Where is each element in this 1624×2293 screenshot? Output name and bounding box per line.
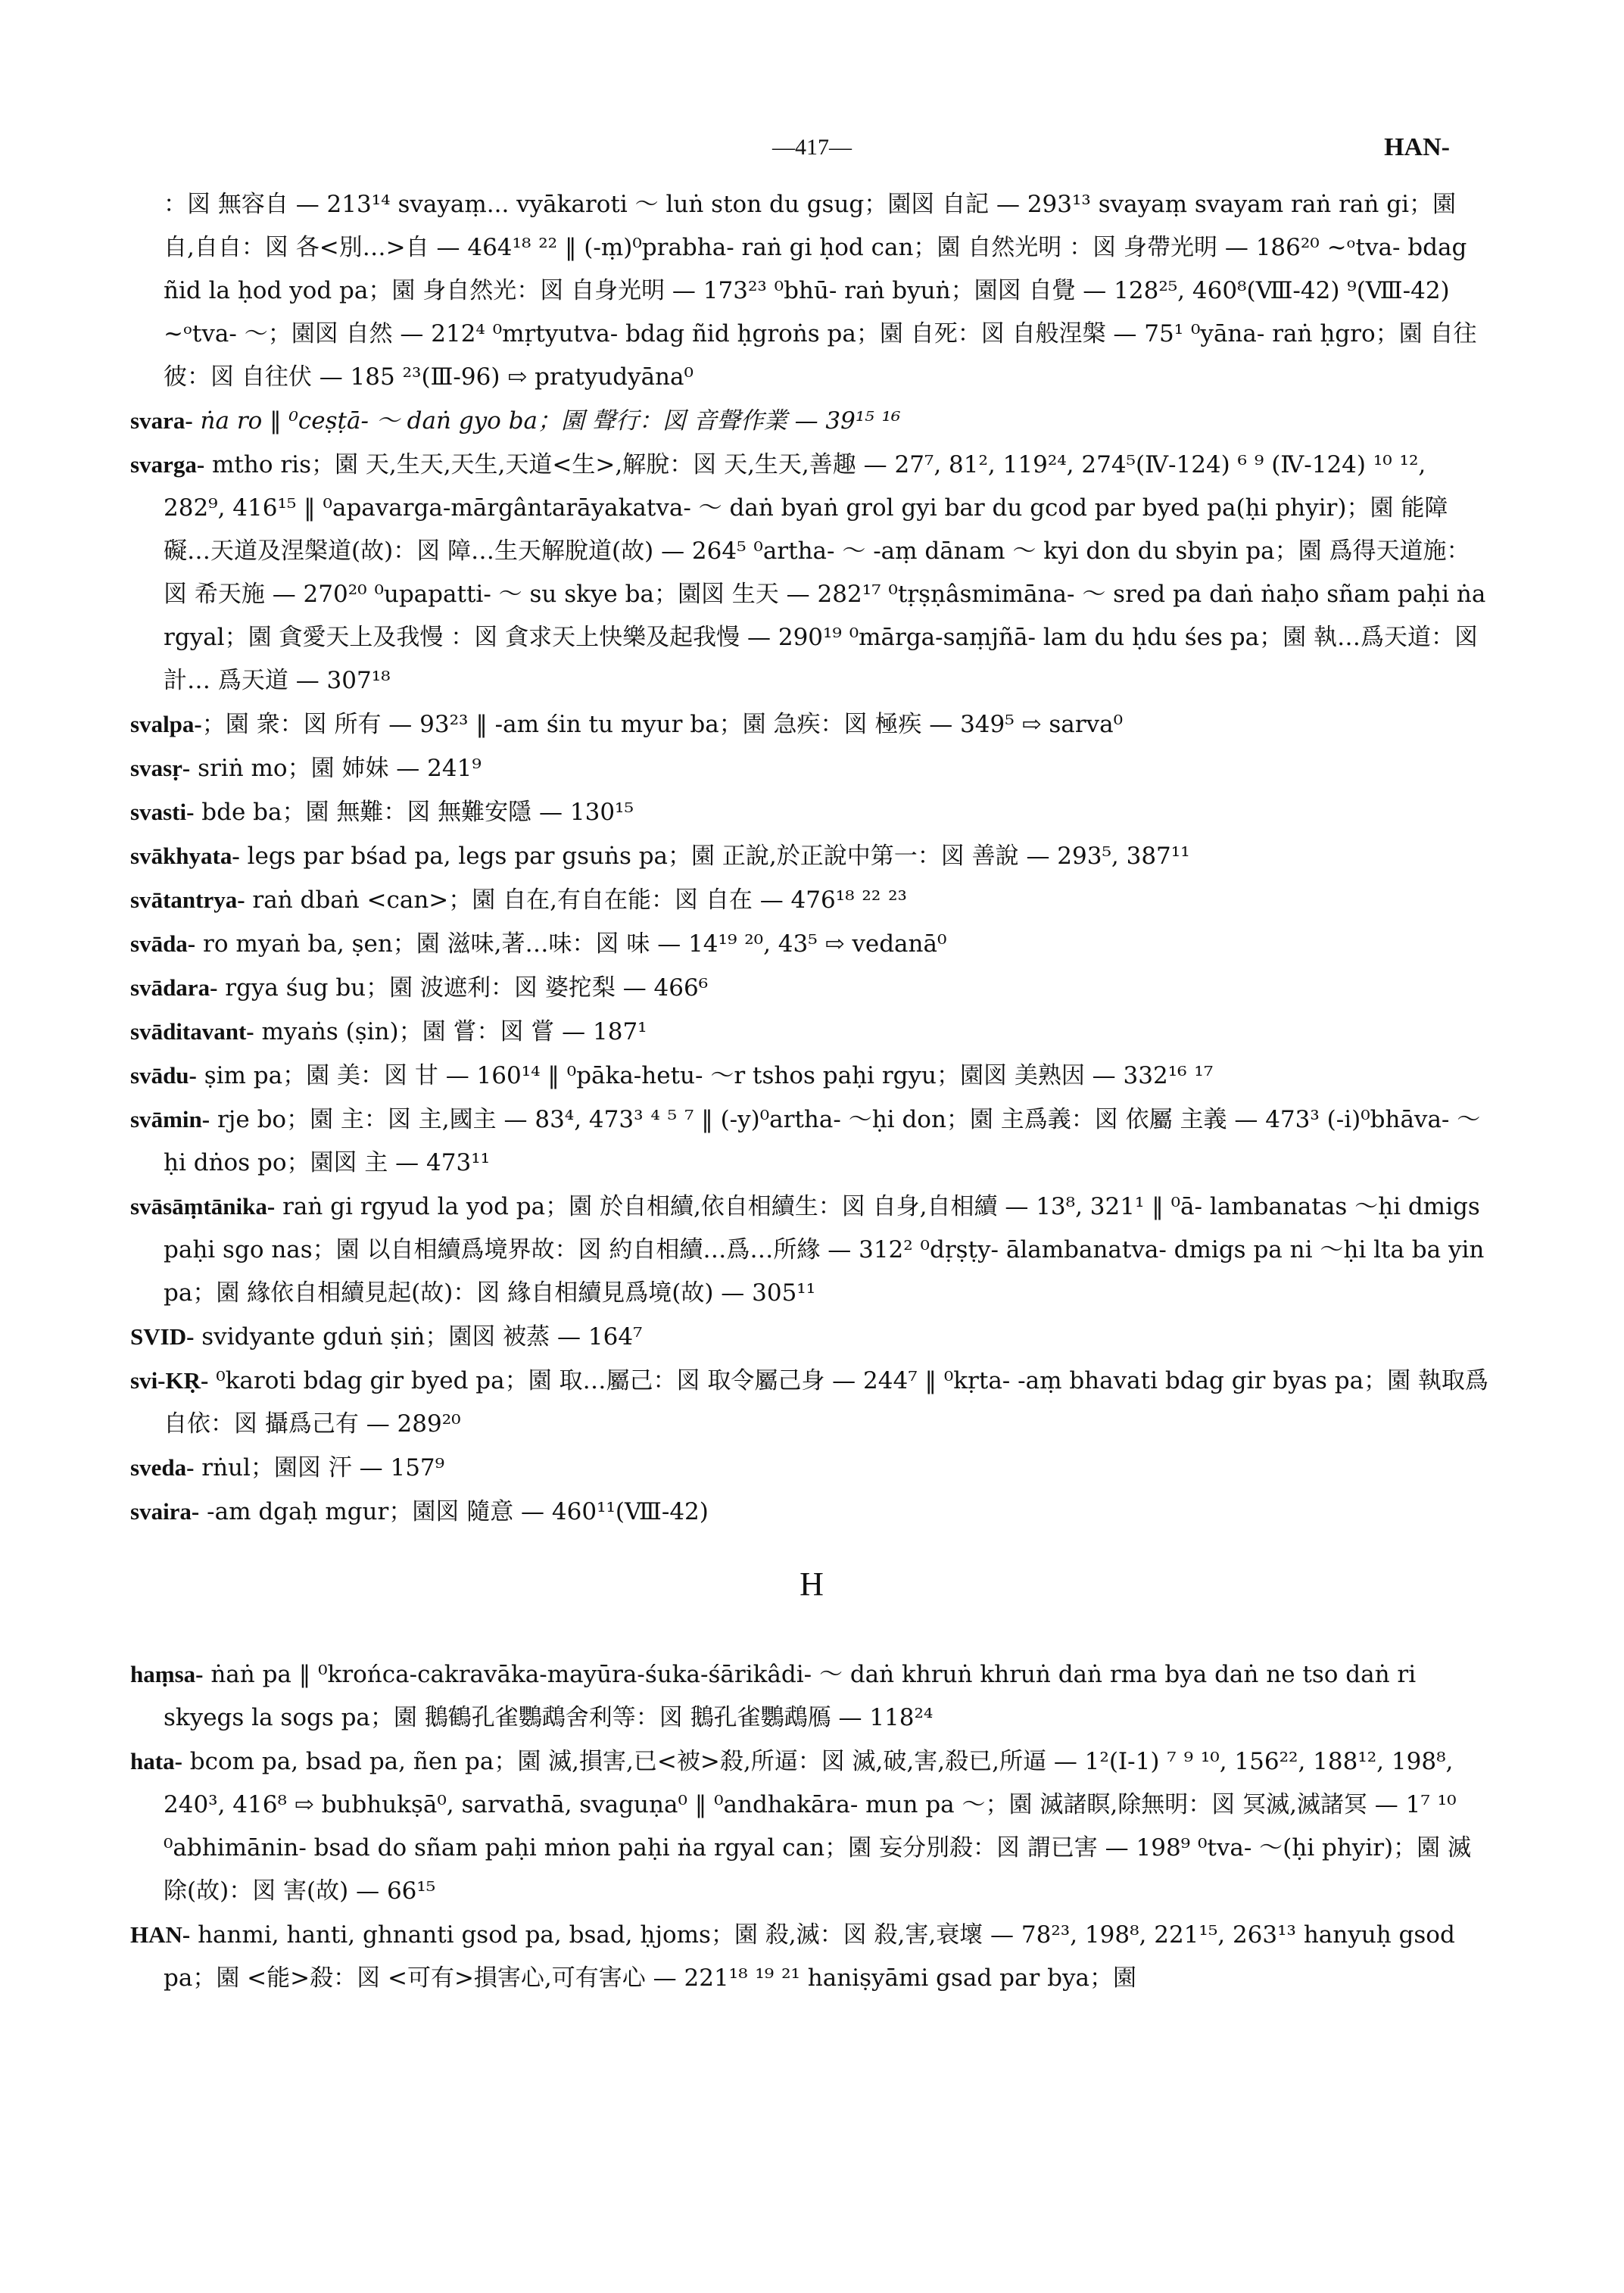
headword: svasṛ- <box>130 755 191 781</box>
entry-text: rje bo；園 主：図 主,國主 — 83⁴, 473³ ⁴ ⁵ ⁷ ‖ (-y)⁰artha- ～ḥi don；園 主爲義：図 依屬 主義 — 473³ (-i)⁰bhāva- ～ḥi dṅos po；園図 主 — 473¹¹ <box>164 1106 1481 1176</box>
headword: svākhyata- <box>130 843 240 869</box>
entry-text: ṅa ro ‖ ⁰ceṣṭā- ～ daṅ gyo ba；園 聲行：図 音聲作業 — 39¹⁵ ¹⁶ <box>200 407 901 435</box>
headword: svi-KṚ- <box>130 1367 209 1394</box>
entry-svaditavant <box>130 1010 1493 1054</box>
headword: svāsāṃtānika- <box>130 1193 276 1220</box>
entry-svi-kr <box>130 1359 1493 1446</box>
entry-han <box>130 1913 1493 2000</box>
entry-text: -am dgaḥ mgur；園図 隨意 — 460¹¹(Ⅷ-42) <box>207 1498 709 1525</box>
headword: svātantrya- <box>130 886 245 913</box>
entry-text: bcom pa, bsad pa, ñen pa；園 滅,損害,已<被>殺,所逼：図 滅,破,害,殺已,所逼 — 1²(Ⅰ-1) ⁷ ⁹ ¹⁰, 156²², 188¹², 198⁸, 240³, 416⁸ ⇨ bubhukṣā⁰, sarvathā, svaguṇa⁰ ‖ ⁰andhakāra- mun pa ～；園 滅諸瞑,除無明：図 冥滅,滅諸冥 — 1⁷ ¹⁰ ⁰abhimānin- bsad do sñam paḥi mṅon paḥi ṅa rgyal can；園 妄分別殺：図 謂已害 — 198⁹ ⁰tva- ～(ḥi phyir)；園 滅除(故)：図 害(故) — 66¹⁵ <box>164 1748 1471 1905</box>
headword: HAN- <box>130 1921 191 1948</box>
entry-svatantrya <box>130 878 1493 922</box>
entry-text: raṅ dbaṅ <can>；園 自在,有自在能：図 自在 — 476¹⁸ ²² ²³ <box>252 886 907 914</box>
headword: hata- <box>130 1748 182 1774</box>
entry-text: mtho ris；園 天,生天,天生,天道<生>,解脫：図 天,生天,善趣 — 27⁷, 81², 119²⁴, 274⁵(Ⅳ-124) ⁶ ⁹ (Ⅳ-124) ¹⁰ ¹², 282⁹, 416¹⁵ ‖ ⁰apavarga-mārgântarāyakatva- ～ daṅ byaṅ grol gyi bar du gcod par byed pa(ḥi phyir)；園 能障礙…天道及涅槃道(故)：図 障…生天解脫道(故) — 264⁵ ⁰artha- ～ -aṃ dānam ～ kyi don du sbyin pa；園 爲得天道施：図 希天施 — 270²⁰ ⁰upapatti- ～ su skye ba；園図 生天 — 282¹⁷ ⁰tṛṣṇâsmimāna- ～ sred pa daṅ ṅaḥo sñam paḥi ṅa rgyal；園 貪愛天上及我慢 ：図 貪求天上快樂及起我慢 — 290¹⁹ ⁰mārga-saṃjñā- lam du ḥdu śes pa；園 執…爲天道：図 計… 爲天道 — 307¹⁸ <box>164 451 1486 694</box>
entry-text: bde ba；園 無難：図 無難安隱 — 130¹⁵ <box>201 799 634 826</box>
entry-text: ṣim pa；園 美：図 甘 — 160¹⁴ ‖ ⁰pāka-hetu- ～r tshos paḥi rgyu；園図 美熟因 — 332¹⁶ ¹⁷ <box>204 1062 1214 1089</box>
dictionary-body <box>130 183 1493 2000</box>
headword: svasti- <box>130 799 195 825</box>
headword: haṃsa- <box>130 1661 204 1687</box>
headword: svāditavant- <box>130 1018 254 1045</box>
entry-text: myaṅs (ṣin)；園 嘗：図 嘗 — 187¹ <box>261 1018 647 1045</box>
entry-svasti <box>130 790 1493 834</box>
headword: svāmin- <box>130 1106 210 1132</box>
headword: svāda- <box>130 930 196 957</box>
entry-svarga <box>130 443 1493 703</box>
headword: sveda- <box>130 1454 195 1481</box>
entry-text: legs par bśad pa, legs par gsuṅs pa；園 正說,於正說中第一：図 善說 — 293⁵, 387¹¹ <box>247 843 1190 870</box>
entry-text: raṅ gi rgyud la yod pa；園 於自相續,依自相續生：図 自身,自相續 — 13⁸, 321¹ ‖ ⁰ā- lambanatas ～ḥi dmigs paḥi sgo nas；園 以自相續爲境界故：図 約自相續…爲…所緣 — 312² ⁰dṛṣṭy- ālambanatva- dmigs pa ni ～ḥi lta ba yin pa；園 緣依自相續見起(故)：図 緣自相續見爲境(故) — 305¹¹ <box>164 1193 1485 1307</box>
entry-svakhyata <box>130 834 1493 878</box>
entry-svasr <box>130 746 1493 790</box>
entry-sveda <box>130 1446 1493 1490</box>
entry-svara <box>130 399 1493 443</box>
entry-text: ṅaṅ pa ‖ ⁰krońca-cakravāka-mayūra-śuka-śārikâdi- ～ daṅ khruṅ khruṅ daṅ rma bya daṅ ne tso daṅ ri skyegs la sogs pa；園 鵝鶴孔雀鸚鵡舍利等：図 鵝孔雀鸚鵡鴈 — 118²⁴ <box>164 1661 1417 1731</box>
entry-text: ⁰karoti bdag gir byed pa；園 取…屬己：図 取令屬己身 — 244⁷ ‖ ⁰kṛta- -aṃ bhavati bdag gir byas pa；園 執取爲自依：図 攝爲己有 — 289²⁰ <box>164 1367 1488 1438</box>
running-head: HAN- <box>1384 133 1450 161</box>
headword: svādara- <box>130 974 218 1001</box>
entry-svada <box>130 922 1493 966</box>
entry-text: ：図 無容自 — 213¹⁴ svayaṃ... vyākaroti ～ luṅ ston du gsug；園図 自記 — 293¹³ svayaṃ svayam raṅ raṅ gi；園 自,自自：図 各<別…>自 — 464¹⁸ ²² ‖ (-ṃ)⁰prabha- raṅ gi ḥod can；園 自然光明 ：図 身帶光明 — 186²⁰ ~ᵒtva- bdag ñid la ḥod yod pa；園 身自然光：図 自身光明 — 173²³ ⁰bhū- raṅ byuṅ；園図 自覺 — 128²⁵, 460⁸(Ⅷ-42) ⁹(Ⅷ-42) ~ᵒtva- ～；園図 自然 — 212⁴ ⁰mṛtyutva- bdag ñid ḥgroṅs pa；園 自死：図 自般涅槃 — 75¹ ⁰yāna- raṅ ḥgro；園 自往彼：図 自往伏 — 185 ²³(Ⅲ-96) ⇨ pratyudyāna⁰ <box>164 191 1477 391</box>
page-number: —417— <box>772 135 852 160</box>
entry-svadara <box>130 966 1493 1010</box>
entry-text: ；園 衆：図 所有 — 93²³ ‖ -am śin tu myur ba；園 急疾：図 極疾 — 349⁵ ⇨ sarva⁰ <box>201 711 1123 738</box>
entry-continuation <box>130 183 1493 399</box>
headword: svarga- <box>130 451 205 478</box>
entry-svalpa <box>130 703 1493 746</box>
entry-svaira <box>130 1490 1493 1534</box>
entry-text: rṅul；園図 汗 — 157⁹ <box>201 1454 445 1481</box>
entry-svid <box>130 1315 1493 1359</box>
entry-text: rgya śug bu；園 波遮利：図 婆拕梨 — 466⁶ <box>225 974 709 1002</box>
headword: SVID- <box>130 1323 195 1350</box>
headword: svalpa- <box>130 711 202 737</box>
headword: svaira- <box>130 1498 200 1525</box>
entry-hamsa <box>130 1653 1493 1740</box>
entry-svasamtanika <box>130 1185 1493 1315</box>
entry-svadu <box>130 1054 1493 1098</box>
section-letter: H <box>800 1566 824 1603</box>
entry-svamin <box>130 1098 1493 1185</box>
entry-text: ro myaṅ ba, ṣen；園 滋味,著…味：図 味 — 14¹⁹ ²⁰, 43⁵ ⇨ vedanā⁰ <box>203 930 947 958</box>
entry-hata <box>130 1740 1493 1913</box>
headword: svādu- <box>130 1062 197 1089</box>
entry-text: hanmi, hanti, ghnanti gsod pa, bsad, ḥjoms；園 殺,滅：図 殺,害,衰壞 — 78²³, 198⁸, 221¹⁵, 263¹³ hanyuḥ gsod pa；園 <能>殺：図 <可有>損害心,可有害心 — 221¹⁸ ¹⁹ ²¹ haniṣyāmi gsad par bya；園 <box>164 1921 1455 1992</box>
entry-text: svidyante gduṅ ṣiṅ；園図 被蒸 — 164⁷ <box>201 1323 643 1351</box>
entry-text: sriṅ mo；園 姉妹 — 241⁹ <box>198 755 482 782</box>
headword: svara- <box>130 407 193 434</box>
